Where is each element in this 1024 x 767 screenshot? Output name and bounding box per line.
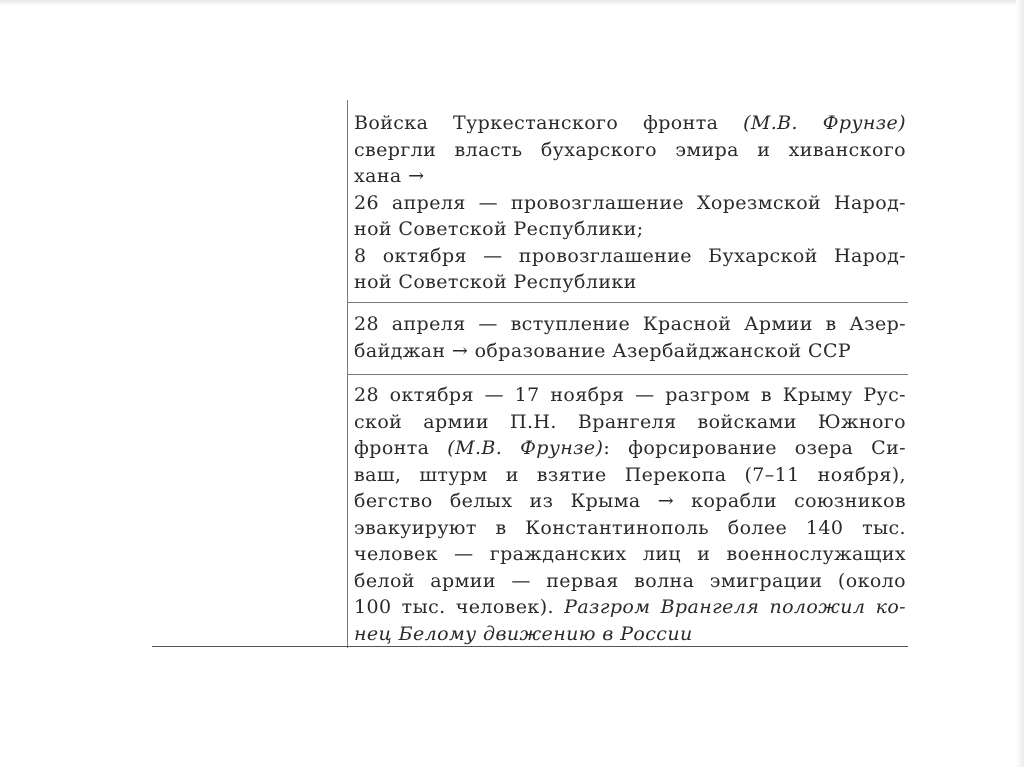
text-line <box>354 190 906 217</box>
frame-top-shadow <box>0 0 1024 6</box>
text-line <box>354 568 906 595</box>
text-line <box>354 541 906 568</box>
table-bottom-border <box>152 646 908 647</box>
text-line <box>354 110 906 137</box>
text-line <box>354 163 906 190</box>
row-divider <box>347 302 908 303</box>
text-line <box>354 311 906 338</box>
line-text: 28 октября — 17 ноября — разгром в Крыму Рус- <box>354 384 906 406</box>
table-cell-turkestan <box>354 110 906 296</box>
line-text: свергли власть бухарского эмира и хиванского <box>354 138 906 161</box>
text-line <box>354 515 906 542</box>
text-line <box>354 216 906 243</box>
history-table <box>152 100 908 648</box>
text-line <box>354 409 906 436</box>
table-cell-crimea <box>354 382 906 647</box>
text-line <box>354 462 906 489</box>
text-line <box>354 621 906 648</box>
line-text: байджан → образование Азербайджанской ССР <box>354 339 852 362</box>
line-text: белой армии — первая волна эмиграции (около <box>354 569 906 592</box>
text-line <box>354 382 906 409</box>
text-line <box>354 435 906 462</box>
frame-right-shadow <box>1016 0 1024 767</box>
text-line <box>354 243 906 270</box>
line-text: ной Советской Республики <box>354 271 637 293</box>
line-text: 26 апреля — провозглашение Хорезмской Народ- <box>354 191 906 214</box>
line-text: 8 октября — провозглашение Бухарской Народ- <box>354 244 906 267</box>
line-text: 28 апреля — вступление Красной Армии в Азер- <box>354 313 906 335</box>
line-text: ваш, штурм и взятие Перекопа (7–11 ноября), <box>354 463 906 486</box>
line-italic-text: нец Белому движению в России <box>354 622 693 645</box>
line-text: Войска Туркестанского фронта <box>354 112 744 134</box>
line-text: хана → <box>354 165 425 187</box>
text-line <box>354 488 906 515</box>
line-italic-text: Разгром Врангеля положил ко- <box>564 596 906 618</box>
row-divider <box>347 374 908 375</box>
line-italic-text: (М.В. Фрунзе) <box>447 437 604 459</box>
text-line <box>354 269 906 296</box>
line-text: 100 тыс. человек). <box>354 596 565 618</box>
line-text: ной Советской Республики; <box>354 218 644 240</box>
text-line <box>354 137 906 164</box>
line-text: эвакуируют в Константинополь более 140 тыс. <box>354 516 906 539</box>
line-text: бегство белых из Крыма → корабли союзников <box>354 490 906 512</box>
line-text: человек — гражданских лиц и военнослужащих <box>354 543 906 565</box>
line-italic-text: (М.В. Фрунзе) <box>743 112 906 134</box>
table-cell-azerbaijan <box>354 311 906 364</box>
text-line <box>354 594 906 621</box>
text-line <box>354 338 906 365</box>
line-tail-text: : форсирование озера Си- <box>603 437 906 459</box>
line-text: ской армии П.Н. Врангеля войсками Южного <box>354 410 906 433</box>
line-text: фронта <box>354 437 448 459</box>
